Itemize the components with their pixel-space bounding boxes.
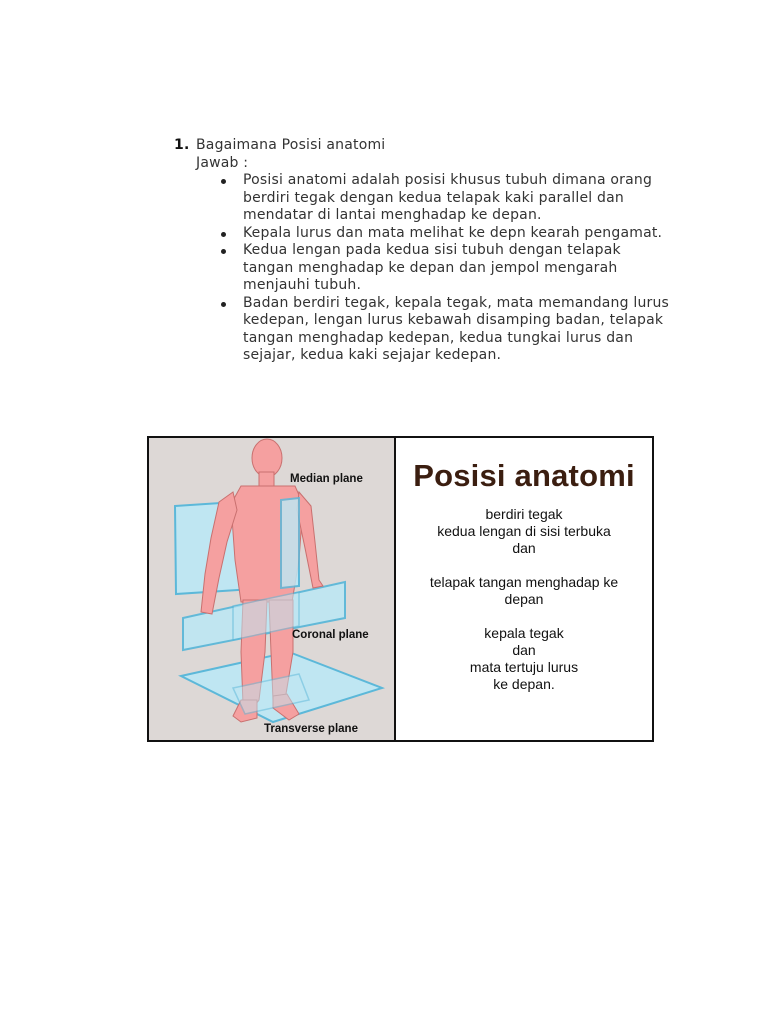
answer-item: Kedua lengan pada kedua sisi tubuh dengan telapak tangan menghadap ke depan dan jempol mengarah menjauhi tubuh. [220, 242, 674, 295]
question-title: Bagaimana Posisi anatomi [196, 137, 386, 153]
median-plane-label: Median plane [290, 473, 363, 485]
anatomy-description [396, 438, 652, 740]
coronal-plane-label: Coronal plane [292, 629, 369, 641]
figure-line: kepala tegak [484, 625, 564, 641]
figure-line: dan [512, 540, 536, 556]
figure-line: telapak tangan menghadap ke [429, 574, 619, 590]
figure-line: depan [504, 591, 544, 607]
figure-text [396, 506, 652, 693]
figure-line: mata tertuju lurus [469, 659, 579, 675]
answer-list [174, 172, 674, 365]
answer-item: Posisi anatomi adalah posisi khusus tubuh dimana orang berdiri tegak dengan kedua telapak kaki parallel dan mendatar di lantai menghadap ke depan. [220, 172, 674, 225]
anatomy-figure [147, 436, 654, 742]
figure-line: dan [512, 642, 536, 658]
figure-line [396, 557, 652, 574]
figure-line: kedua lengan di sisi terbuka [437, 523, 611, 539]
figure-line [396, 608, 652, 625]
figure-line: ke depan. [493, 676, 555, 692]
question-block [174, 137, 674, 365]
figure-line: berdiri tegak [485, 506, 563, 522]
answer-item: Kepala lurus dan mata melihat ke depn kearah pengamat. [220, 225, 674, 243]
question-number: 1. [174, 137, 190, 153]
answer-item: Badan berdiri tegak, kepala tegak, mata memandang lurus kedepan, lengan lurus kebawah disamping badan, telapak tangan menghadap kedepan, kedua tungkai lurus dan sejajar, kedua kaki sejajar kedepan. [220, 295, 674, 365]
figure-title: Posisi anatomi [413, 458, 635, 493]
jawab-label: Jawab : [196, 154, 249, 171]
transverse-plane-label: Transverse plane [264, 723, 358, 735]
question-heading [174, 137, 674, 155]
anatomy-illustration [149, 438, 396, 740]
